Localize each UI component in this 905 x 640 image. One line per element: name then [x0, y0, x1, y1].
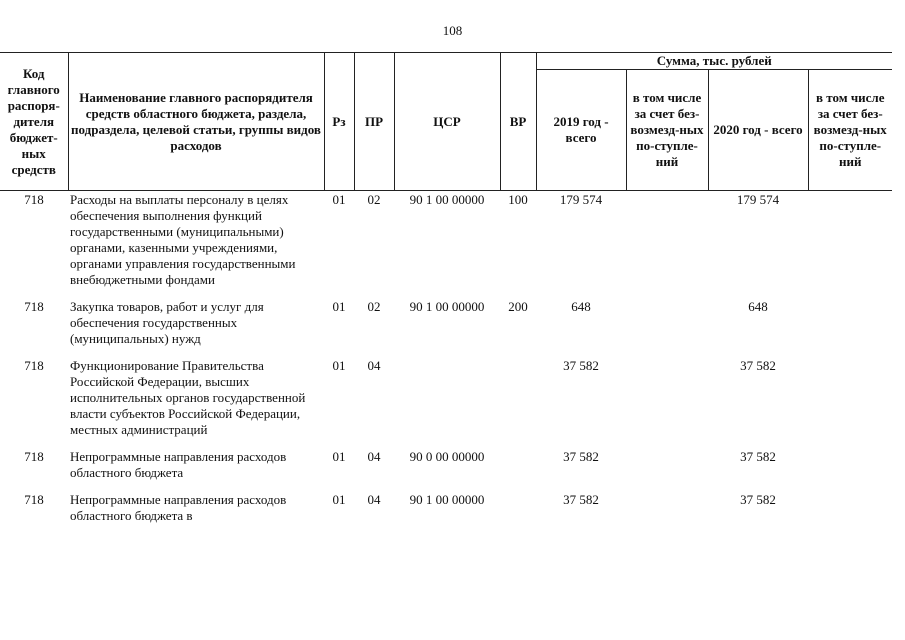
cell-free-2019 [626, 357, 708, 448]
cell-pr: 02 [367, 192, 381, 207]
header-csr: ЦСР [394, 53, 500, 191]
cell-csr: 90 0 00 00000 [409, 449, 485, 464]
cell-total-2020: 179 574 [736, 192, 780, 207]
cell-free-2020 [808, 191, 892, 299]
header-total-2019: 2019 год - всего [536, 70, 626, 191]
cell-total-2019: 179 574 [559, 192, 603, 207]
cell-total-2019: 37 582 [563, 492, 599, 507]
cell-code: 718 [24, 449, 44, 464]
cell-vr [500, 448, 536, 491]
cell-name: Функционирование Правительства Российской Федерации, высших исполнительных органов государственной власти субъектов Российской Федерации, местных администраций [70, 358, 306, 437]
cell-vr [500, 491, 536, 534]
cell-rz: 01 [332, 492, 346, 507]
cell-name: Закупка товаров, работ и услуг для обеспечения государственных (муниципальных) нужд [70, 299, 264, 346]
cell-rz: 01 [332, 192, 346, 207]
cell-free-2019 [626, 298, 708, 357]
header-name: Наименование главного распорядителя средств областного бюджета, раздела, подраздела, целевой статьи, группы видов расходов [68, 53, 324, 191]
cell-csr: 90 1 00 00000 [409, 492, 485, 507]
cell-total-2020: 37 582 [740, 449, 776, 464]
cell-csr: 90 1 00 00000 [409, 299, 485, 314]
header-vr: ВР [500, 53, 536, 191]
cell-free-2019 [626, 491, 708, 534]
cell-name: Непрограммные направления расходов областного бюджета [70, 449, 287, 480]
table-row [0, 448, 892, 491]
header-pr: ПР [354, 53, 394, 191]
cell-total-2020: 37 582 [740, 358, 776, 373]
header-free-2020: в том числе за счет без-возмезд-ных по-ступле-ний [808, 70, 892, 191]
table-row [0, 491, 892, 534]
table-row [0, 298, 892, 357]
cell-free-2020 [808, 357, 892, 448]
cell-total-2020: 648 [748, 299, 768, 314]
cell-name: Непрограммные направления расходов областного бюджета в [70, 492, 287, 523]
cell-csr: 90 1 00 00000 [409, 192, 485, 207]
budget-table [0, 52, 892, 534]
cell-csr [394, 357, 500, 448]
cell-code: 718 [24, 192, 44, 207]
header-rz: Рз [324, 53, 354, 191]
table-header [0, 53, 892, 191]
cell-total-2019: 648 [571, 299, 591, 314]
cell-free-2019 [626, 191, 708, 299]
cell-vr: 200 [508, 299, 528, 314]
header-sum-group: Сумма, тыс. рублей [536, 53, 892, 70]
cell-pr: 04 [367, 492, 381, 507]
cell-rz: 01 [332, 299, 346, 314]
page-number: 108 [442, 23, 463, 38]
cell-rz: 01 [332, 449, 346, 464]
cell-code: 718 [24, 299, 44, 314]
cell-free-2020 [808, 448, 892, 491]
cell-name: Расходы на выплаты персоналу в целях обеспечения выполнения функций государственными (муниципальными) органами, казенными учреждениями, органами управления государственными внебюджетными фондами [70, 192, 296, 287]
cell-vr [500, 357, 536, 448]
cell-rz: 01 [332, 358, 346, 373]
cell-vr: 100 [508, 192, 528, 207]
cell-total-2020: 37 582 [740, 492, 776, 507]
table-row [0, 191, 892, 299]
cell-pr: 04 [367, 449, 381, 464]
cell-code: 718 [24, 492, 44, 507]
cell-total-2019: 37 582 [563, 358, 599, 373]
table-row [0, 357, 892, 448]
header-total-2020: 2020 год - всего [708, 70, 808, 191]
cell-pr: 04 [367, 358, 381, 373]
table-body [0, 191, 892, 535]
header-code: Код главного распоря-дителя бюджет-ных средств [0, 53, 68, 191]
cell-total-2019: 37 582 [563, 449, 599, 464]
cell-free-2019 [626, 448, 708, 491]
header-free-2019: в том числе за счет без-возмезд-ных по-ступле-ний [626, 70, 708, 191]
cell-free-2020 [808, 491, 892, 534]
cell-free-2020 [808, 298, 892, 357]
cell-code: 718 [24, 358, 44, 373]
cell-pr: 02 [367, 299, 381, 314]
